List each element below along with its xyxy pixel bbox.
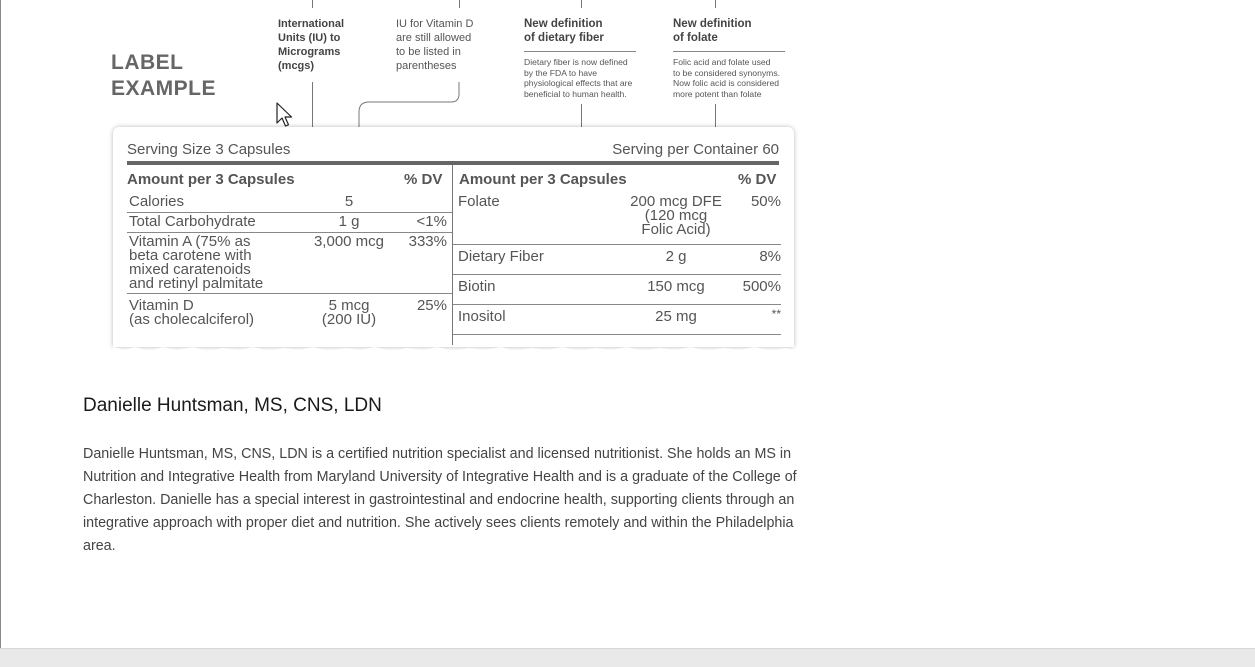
connector-line	[312, 0, 313, 8]
connector-line	[581, 104, 582, 127]
thick-divider	[127, 161, 779, 165]
row-carbs-amount: 1 g	[338, 213, 360, 230]
author-bio: Danielle Huntsman, MS, CNS, LDN is a certified nutrition specialist and licensed nutritionist. She holds an MS in Nutrition and Integrative Health from Maryland University of Integrative Health and is a graduate of the College of Charleston. Danielle has a special interest in gastrointestinal and endocrine health, supporting clients through an integrative approach with proper diet and nutrition. She actively sees clients remotely and within the Philadelphia area.	[83, 446, 797, 554]
row-fiber-name: Dietary Fiber	[458, 248, 544, 265]
row-divider	[453, 334, 781, 335]
right-amount-header: Amount per 3 Capsules	[459, 171, 627, 188]
page-left-border	[0, 0, 1, 666]
row-inositol-dv: **	[771, 307, 781, 321]
serving-size: Serving Size 3 Capsules	[127, 141, 291, 158]
row-folate-amount: 200 mcg DFE (120 mcg Folic Acid)	[630, 193, 722, 238]
row-fiber-amount: 2 g	[665, 248, 687, 265]
connector-line	[459, 0, 460, 8]
row-biotin-name: Biotin	[458, 278, 496, 295]
row-folate-name: Folate	[458, 193, 500, 210]
row-calories-amount: 5	[344, 193, 354, 210]
callout-divider	[524, 51, 636, 52]
servings-per-container: Serving per Container 60	[612, 141, 779, 158]
author-name: Danielle Huntsman, MS, CNS, LDN	[83, 395, 382, 416]
connector-line	[581, 0, 582, 8]
row-vitamin-d-name: Vitamin D (as cholecalciferol)	[129, 297, 255, 328]
row-carbs-name: Total Carbohydrate	[129, 213, 256, 230]
callout-iu-to-mcg: International Units (IU) to Micrograms (mcgs)	[278, 18, 345, 72]
row-inositol-amount: 25 mg	[655, 308, 697, 325]
callout-folate: New definition of folate Folic acid and folate used to be considered synonyms. Now folic acid is considered more potent than folate	[673, 17, 785, 99]
row-folate-dv: 50%	[750, 193, 781, 210]
connector-elbow	[357, 82, 461, 128]
supplement-facts-panel	[113, 127, 794, 347]
row-vitamin-d-amount: 5 mcg (200 IU)	[321, 297, 377, 328]
label-example-heading: LABEL EXAMPLE	[111, 51, 217, 100]
row-biotin-amount: 150 mcg	[647, 278, 705, 295]
callout-divider	[673, 51, 785, 52]
connector-line	[715, 0, 716, 8]
connector-line	[715, 104, 716, 127]
row-biotin-dv: 500%	[742, 278, 781, 295]
left-dv-header: % DV	[404, 171, 443, 188]
column-divider	[452, 165, 453, 345]
row-inositol-name: Inositol	[458, 308, 506, 325]
row-divider	[453, 304, 781, 305]
row-carbs-dv: <1%	[416, 213, 447, 230]
row-divider	[127, 293, 452, 294]
row-vitamin-a-amount: 3,000 mcg	[313, 233, 385, 250]
right-dv-header: % DV	[738, 171, 777, 188]
mouse-pointer-icon	[276, 102, 294, 130]
left-amount-header: Amount per 3 Capsules	[127, 171, 295, 188]
row-fiber-dv: 8%	[759, 248, 781, 265]
row-calories-name: Calories	[129, 193, 185, 210]
row-divider	[453, 274, 781, 275]
connector-line	[312, 82, 313, 127]
callout-dietary-fiber: New definition of dietary fiber Dietary fiber is now defined by the FDA to have physiological effects that are beneficial to human health.	[524, 17, 636, 99]
row-vitamin-d-dv: 25%	[416, 297, 447, 314]
row-divider	[453, 244, 781, 245]
page-footer-band	[0, 648, 1255, 667]
torn-edge	[113, 345, 794, 353]
row-vitamin-a-name: Vitamin A (75% as beta carotene with mixed caratenoids and retinyl palmitate	[129, 233, 264, 292]
row-vitamin-a-dv: 333%	[408, 233, 447, 250]
callout-vitamin-d-iu: IU for Vitamin D are still allowed to be listed in parentheses	[396, 18, 474, 72]
